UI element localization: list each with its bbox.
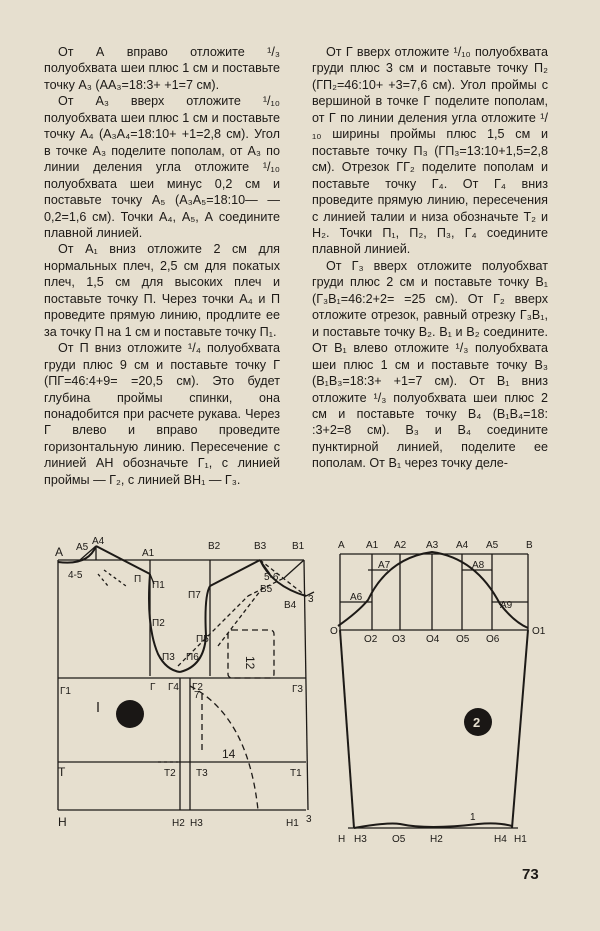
point-label: П1: [152, 580, 165, 591]
bodice-pattern-drawing: [38, 526, 320, 831]
point-label: А5: [486, 540, 499, 551]
segment-label: 4-5: [68, 570, 83, 581]
pocket-outline: [228, 630, 274, 678]
point-label: Г3: [292, 684, 303, 695]
text-column-right: [312, 44, 548, 472]
point-label: П2: [152, 618, 165, 629]
point-label: А1: [366, 540, 379, 551]
paragraph: От Г вверх отложите ¹/₁₀ полуобхвата груди плюс 3 см и поставьте точку П₂ (ГП₂=46:10+ +3=7,6 см). Угол проймы с вершиной в точке Г поделите пополам, от Г по линии деления угла отложите ¹/₁₀ ширины проймы плюс 1,5 см и поставьте точку П₃ (ГП₃=13:10+1,5=2,8 см). Отрезок ГГ₂ поделите пополам и поставьте точку Г₄. От Г₄ вниз проведите прямую линию, пересечения с линией талии и низа обозначьте Т₂ и Н₂. Точки П₁, П₂, П₃, Г₄ соедините плавной линией.: [312, 45, 548, 257]
sleeve-cap: [338, 552, 528, 628]
point-label: О1: [532, 626, 546, 637]
sleeve-pattern-drawing: [328, 530, 558, 850]
page-number: 73: [522, 866, 539, 883]
bodice-pattern-svg: [38, 526, 320, 831]
point-label: А: [338, 540, 345, 551]
point-label: П5: [196, 634, 209, 645]
point-label: В4: [284, 600, 297, 611]
button-mark: 2: [473, 715, 481, 730]
paragraph: От Г₃ вверх отложите полуобхват груди плюс 2 см и поставьте точку В₁ (Г₃В₁=46:2+2= =25 см). От Г₂ вверх отложите отрезок, равный отрезку Г₃В₁, и поставьте точку В₂. В₁ и В₂ соедините. От В₁ влево отложите ¹/₃ полуобхвата шеи плюс 1 см и поставьте точку В₃ (В₁В₃=18:3+ +1=7 см). От В₁ вниз отложите ¹/₃ полуобхвата шеи плюс 2 см и поставьте точку В₄ (В₁В₄=18: :3+2=8 см). В₃ и В₄ соедините пунктирной линией, поделите ее пополам. От В₁ через точку деле-: [312, 258, 548, 471]
point-label: О6: [486, 634, 500, 645]
paragraph: От А₁ вниз отложите 2 см для нормальных плеч, 2,5 см для покатых плеч, 1,5 см для высоких плеч и поставьте точку П. Через точки А₄ и П проведите прямую линию, продлите ее за точку П на 1 см и поставьте точку П₁.: [44, 242, 280, 339]
point-label: Г2: [192, 682, 203, 693]
point-label: А5: [76, 542, 89, 553]
text-column-left: [44, 44, 280, 488]
point-label: Н3: [190, 818, 203, 829]
point-label: А7: [378, 560, 391, 571]
dashed-line: [218, 586, 264, 646]
point-label: В: [526, 540, 533, 551]
point-label: О5: [456, 634, 470, 645]
segment-label: 3: [306, 814, 312, 825]
point-label: А: [55, 545, 64, 559]
paragraph: От П вниз отложите ¹/₄ полуобхвата груди плюс 9 см и поставьте точку Г (ПГ=46:4+9= =20,5 см). Это будет глубина проймы спинки, она понадобится при расчете рукава. Через Г влево и вправо проведите горизонтальную линию. Пересечение с линией АН обозначьте Г₁, с линией проймы — Г₂, с линией ВН₁ — Г₃.: [44, 341, 280, 487]
point-label: Т1: [290, 768, 302, 779]
point-label: В2: [208, 541, 221, 552]
point-label: А4: [92, 536, 105, 547]
dotted-line: [104, 570, 126, 586]
point-label: П7: [188, 590, 201, 601]
point-label: Н: [58, 815, 67, 829]
piece-number: 14: [222, 747, 236, 761]
point-label: В3: [254, 541, 267, 552]
point-label: Т2: [164, 768, 176, 779]
piece-number: 12: [243, 656, 257, 670]
piece-number: 7: [194, 690, 200, 701]
segment-label: 5-6: [264, 572, 279, 583]
sleeve-pattern-svg: [328, 530, 558, 850]
point-label: П6: [186, 652, 199, 663]
point-label: Н1: [286, 818, 299, 829]
segment-label: 3: [308, 594, 314, 605]
point-label: Г4: [168, 682, 179, 693]
point-label: Н3: [354, 834, 367, 845]
point-label: А6: [350, 592, 363, 603]
point-label: О: [330, 626, 338, 637]
dotted-line: [98, 574, 108, 586]
point-label: О3: [392, 634, 406, 645]
sleeve-side-right: [512, 630, 528, 828]
point-label: А9: [500, 600, 513, 611]
sleeve-side-left: [340, 630, 354, 828]
point-label: О4: [426, 634, 440, 645]
point-label: Н2: [172, 818, 185, 829]
point-label: П3: [162, 652, 175, 663]
point-label: А2: [394, 540, 407, 551]
point-label: Н: [338, 834, 346, 845]
point-label: Н2: [430, 834, 443, 845]
point-label: Г: [150, 682, 156, 693]
point-label: П: [134, 574, 142, 585]
sleeve-hem: [354, 823, 512, 828]
point-label: В1: [292, 541, 305, 552]
point-label: Н4: [494, 834, 507, 845]
point-label: Т: [58, 765, 66, 779]
button-icon: [116, 700, 144, 728]
point-label: А1: [142, 548, 155, 559]
point-label: Т3: [196, 768, 208, 779]
paragraph: От А₃ вверх отложите ¹/₁₀ полуобхвата шеи плюс 1 см и поставьте точку А₄ (А₃А₄=18:10+ +1=2,8 см). Угол в точке А₃ поделите пополам, от А₃ по линии деления угла отложите ¹/₁₀ полуобхвата шеи минус 0,2 см и поставьте точку А₅ (А₃А₅=18:10— —0,2=1,6 см). Точки А₄, А₅, А соедините плавной линией.: [44, 94, 280, 240]
piece-number: 1: [470, 812, 476, 823]
guide-line: [284, 560, 304, 578]
point-label: О2: [364, 634, 378, 645]
point-label: А3: [426, 540, 439, 551]
point-label: А4: [456, 540, 469, 551]
point-label: О5: [392, 834, 406, 845]
point-label: А8: [472, 560, 485, 571]
paragraph: От А вправо отложите ¹/₃ полуобхвата шеи плюс 1 см и поставьте точку А₃ (АА₃=18:3+ +1=7 см).: [44, 45, 280, 92]
point-label: В5: [260, 584, 273, 595]
front-shoulder: [210, 560, 260, 586]
point-label: Г1: [60, 686, 71, 697]
point-label: Н1: [514, 834, 527, 845]
